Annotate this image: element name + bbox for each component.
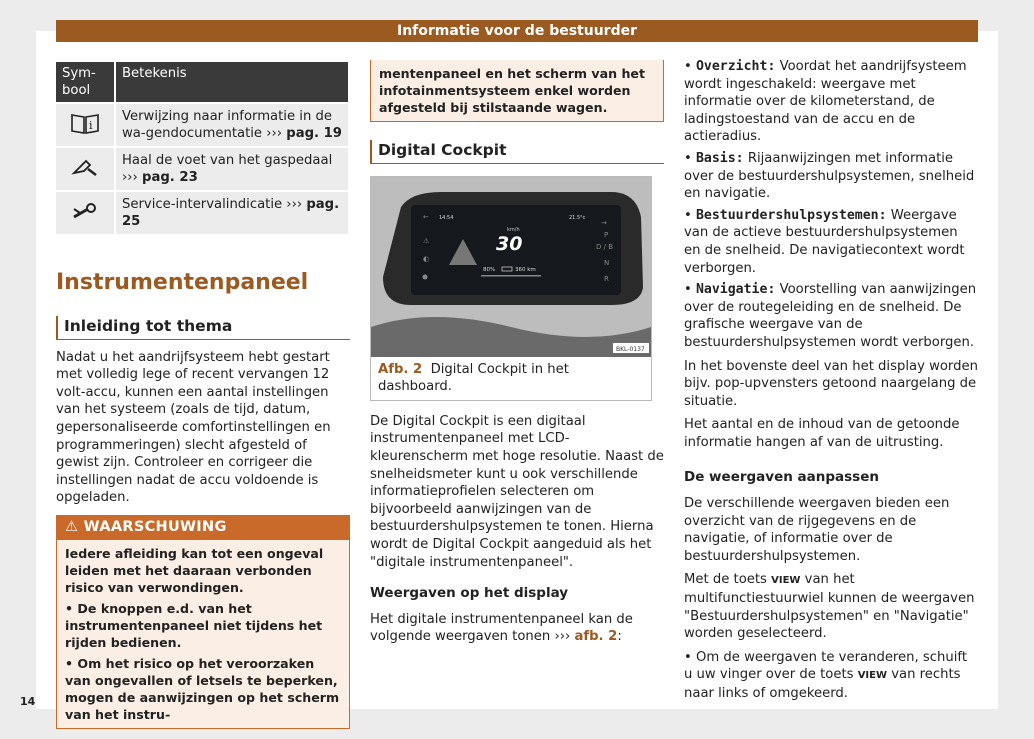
screen-battery: 80% — [483, 266, 496, 273]
gear-indicator-p: P — [604, 230, 609, 239]
figure-label: Afb. 2 — [378, 361, 423, 377]
warning-header — [57, 516, 349, 540]
screen-unit: km/h — [507, 226, 520, 233]
paragraph: De verschillende weergaven bieden een overzicht van de rijgegevens en de navigatie, of informatie over de bestuurdershulpsystemen. — [684, 496, 950, 564]
screen-temp: 21.5°c — [569, 214, 586, 221]
warning-title: WAARSCHUWING — [83, 518, 227, 535]
warning-triangle-icon: ⚠ — [65, 518, 79, 535]
screen-speed: 30 — [496, 232, 523, 255]
figure-caption — [371, 357, 651, 400]
figure-box — [370, 176, 652, 401]
dot-icon — [423, 274, 428, 279]
intro-heading: Inleiding tot thema — [56, 316, 350, 340]
warning-text: • Om het risico op het veroorzaken van ongevallen of letsels te beperken, mogen de aanwijzingen op het scherm van het instru- — [65, 655, 340, 722]
section-title: Instrumentenpaneel — [56, 270, 309, 295]
display-heading: Weergaven op het display — [370, 585, 569, 602]
paragraph: Met de toets VIEW van het multifunctiestuurwiel kunnen de weergaven "Bestuurdershulpsystemen" en "Navigatie" worden geselecteerd. — [684, 572, 975, 642]
warning-body — [57, 540, 349, 728]
wrench-icon — [56, 192, 116, 234]
page-number: 14 — [20, 695, 36, 708]
figure-caption-text: Digital Cockpit in het dashboard. — [378, 361, 569, 395]
warning-text: • De knoppen e.d. van het instrumentenpaneel niet tijdens het rijden bedienen. — [65, 600, 323, 650]
cockpit-body: De Digital Cockpit is een digitaal instrumentenpaneel met LCD-kleurenscherm met hoge resolutie. Naast de snelheidsmeter kunt u ook verschillende informatieprofielen selecteren om bijvoorbeeld aanwijzingen van de bestuurdershulpsystemen te tonen. Hierna wordt de Digital Cockpit aangeduid als het "digitale instrumentenpaneel". — [370, 413, 664, 570]
gear-indicator-r: R — [604, 274, 609, 283]
intro-body: Nadat u het aandrijfsysteem hebt gestart met volledig lege of recent vervangen 12 volt-accu, kunnen een aantal instellingen van het systeem (zoals de tijd, datum, gepersonaliseerde comfortinstellingen en programmeringen) slecht afgesteld of gewist zijn. Controleer en corrigeer die instellingen nadat de accu voldoende is opgeladen. — [56, 349, 331, 506]
svg-text:i: i — [89, 118, 93, 132]
view-key-icon: VIEW — [857, 670, 888, 682]
list-item: • Bestuurdershulpsystemen: Weergave van de actieve bestuurdershulpsystemen en de snelheid. De navigatiecontext wordt verborgen. — [684, 207, 965, 276]
paragraph: In het bovenste deel van het display worden bijv. pop-upvensters getoond naargelang de situatie. — [684, 358, 978, 409]
table-row — [56, 104, 348, 146]
warning-cont-text: mentenpaneel en het scherm van het infotainmentsysteem enkel worden afgesteld bij stilstaande wagen. — [379, 66, 645, 115]
gear-indicator-n: N — [604, 258, 610, 267]
cockpit-heading: Digital Cockpit — [370, 140, 664, 164]
warning-continuation — [370, 60, 664, 122]
page-header: Informatie voor de bestuurder — [56, 20, 978, 42]
table-cell: Verwijzing naar informatie in de wa-gendocumentatie ››› pag. 19 — [116, 104, 348, 146]
table-row — [56, 148, 348, 190]
screen-time: 14:54 — [439, 214, 454, 221]
table-row — [56, 192, 348, 234]
symbol-table — [56, 60, 348, 236]
figure-code: BKL-0137 — [616, 345, 645, 353]
symbol-header: Sym- bool — [56, 62, 116, 102]
table-cell: Service-intervalindicatie ››› pag. 25 — [116, 192, 348, 234]
arrow-left-icon: ← — [423, 212, 429, 221]
warning-small-icon: ⚠ — [423, 236, 430, 245]
book-info-icon — [56, 104, 116, 146]
list-item: • Overzicht: Voordat het aandrijfsysteem wordt ingeschakeld: weergave met informatie over de kilometerstand, de ladingstoestand van de accu en de actieradius. — [684, 59, 967, 145]
list-item: • Basis: Rijaanwijzingen met informatie over de bestuurdershulpsystemen, snelheid en navigatie. — [684, 150, 975, 202]
view-key-icon: VIEW — [771, 575, 801, 587]
arrow-right-icon: → — [601, 218, 607, 227]
adjust-heading: De weergaven aanpassen — [684, 469, 879, 486]
column-3 — [684, 58, 978, 703]
display-body: Het digitale instrumentenpaneel kan de volgende weergaven tonen ››› afb. 2: — [370, 611, 633, 645]
cockpit-illustration — [371, 177, 651, 357]
meaning-header: Betekenis — [116, 62, 348, 102]
lamp-icon: ◐ — [423, 254, 430, 263]
figure-reference-link[interactable]: afb. 2 — [574, 629, 618, 645]
warning-text: Iedere afleiding kan tot een ongeval leiden met het daaraan verbonden risico van verwondingen. — [65, 545, 324, 595]
foot-pedal-icon — [56, 148, 116, 190]
screen-range: 360 km — [515, 266, 536, 273]
table-cell: Haal de voet van het gaspedaal ››› pag. 23 — [116, 148, 348, 190]
gear-indicator-db: D / B — [596, 242, 614, 251]
column-1 — [56, 60, 350, 722]
paragraph: Het aantal en de inhoud van de getoonde informatie hangen af van de uitrusting. — [684, 417, 960, 450]
column-2 — [370, 60, 664, 646]
warning-box — [56, 515, 350, 729]
list-item: • Navigatie: Voorstelling van aanwijzingen over de routegeleiding en de snelheid. De grafische weergave van de bestuurdershulpsystemen wordt verborgen. — [684, 282, 977, 350]
paragraph: • Om de weergaven te veranderen, schuift u uw vinger over de toets VIEW van rechts naar links of omgekeerd. — [684, 649, 967, 701]
